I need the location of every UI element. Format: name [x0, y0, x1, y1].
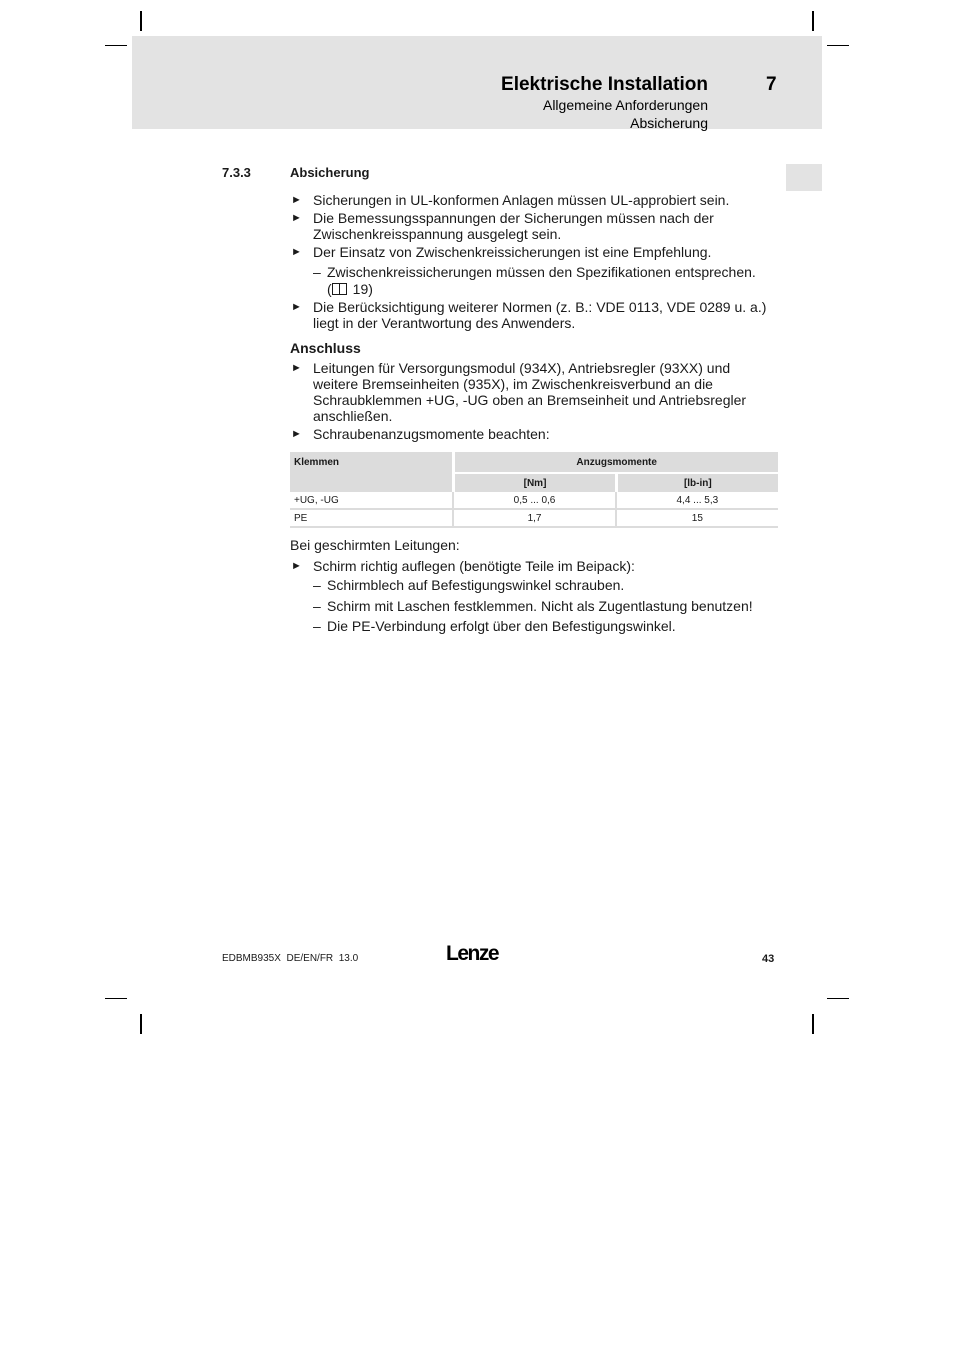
page-reference: ( 19): [327, 281, 373, 297]
list-item: Zwischenkreisspannung ausgelegt sein.: [313, 226, 562, 242]
list-item: Schraubenanzugsmomente beachten:: [313, 426, 550, 442]
crop-mark: [105, 998, 127, 999]
bullet-icon: ►: [291, 246, 302, 258]
header-band: [132, 36, 822, 129]
list-item: Schirm richtig auflegen (benötigte Teile im Beipack):: [313, 558, 635, 574]
document-id: EDBMB935X DE/EN/FR 13.0: [222, 953, 359, 964]
bullet-icon: ►: [291, 212, 302, 224]
table-cell: PE: [290, 510, 452, 528]
list-item: liegt in der Verantwortung des Anwenders.: [313, 315, 576, 331]
crop-mark: [140, 1014, 142, 1034]
list-item: Leitungen für Versorgungsmodul (934X), Antriebsregler (93XX) und: [313, 360, 731, 376]
list-item: Der Einsatz von Zwischenkreissicherungen ist eine Empfehlung.: [313, 244, 712, 260]
crop-mark: [812, 1014, 814, 1034]
crop-mark: [827, 998, 849, 999]
chapter-side-tab: [786, 164, 822, 191]
bullet-icon: ►: [291, 362, 302, 374]
chapter-number: 7: [766, 74, 777, 95]
table-cell: 4,4 ... 5,3: [615, 492, 778, 510]
table-row: [290, 492, 778, 510]
list-item: Sicherungen in UL-konformen Anlagen müssen UL-approbiert sein.: [313, 192, 730, 208]
section-title: Absicherung: [290, 165, 370, 180]
book-icon: [332, 283, 347, 295]
table-cell: 15: [615, 510, 778, 528]
table-header-anzugsmomente: Anzugsmomente: [452, 452, 778, 472]
bullet-icon: ►: [291, 194, 302, 206]
dash-icon: –: [313, 264, 321, 280]
list-item: Schraubklemmen +UG, -UG oben an Bremseinheit und Antriebsregler: [313, 392, 747, 408]
list-item: Die Berücksichtigung weiterer Normen (z. B.: VDE 0113, VDE 0289 u. a.): [313, 299, 767, 315]
paragraph: Bei geschirmten Leitungen:: [290, 537, 460, 553]
crop-mark: [812, 11, 814, 31]
list-item: anschließen.: [313, 408, 393, 424]
crop-mark: [827, 45, 849, 46]
section-number: 7.3.3: [222, 165, 251, 180]
table-cell: 1,7: [452, 510, 614, 528]
list-item: weitere Bremseinheiten (935X), im Zwischenkreisverbund an die: [313, 376, 713, 392]
bullet-icon: ►: [291, 301, 302, 313]
crop-mark: [140, 11, 142, 31]
chapter-title: Elektrische Installation: [501, 74, 708, 95]
chapter-subtitle: Absicherung: [630, 115, 708, 131]
table-header-klemmen: Klemmen: [290, 452, 452, 492]
dash-icon: –: [313, 577, 321, 593]
sub-list-item: Schirmblech auf Befestigungswinkel schrauben.: [327, 577, 625, 593]
sub-list-item: Die PE-Verbindung erfolgt über den Befestigungswinkel.: [327, 618, 676, 634]
dash-icon: –: [313, 598, 321, 614]
sub-list-item: Zwischenkreissicherungen müssen den Spezifikationen entsprechen.: [327, 264, 756, 280]
table-header-lbin: [lb-in]: [615, 472, 778, 492]
list-item: Die Bemessungsspannungen der Sicherungen müssen nach der: [313, 210, 714, 226]
subheading: Anschluss: [290, 340, 361, 356]
chapter-subtitle: Allgemeine Anforderungen: [542, 97, 708, 113]
sub-list-item: Schirm mit Laschen festklemmen. Nicht als Zugentlastung benutzen!: [327, 598, 753, 614]
torque-table: [290, 452, 778, 528]
table-cell: 0,5 ... 0,6: [452, 492, 614, 510]
page-number: 43: [762, 953, 775, 965]
table-cell: +UG, -UG: [290, 492, 452, 510]
table-header-nm: [Nm]: [452, 472, 614, 492]
crop-mark: [105, 45, 127, 46]
table-row: [290, 510, 778, 528]
lenze-logo: Lenze: [446, 942, 499, 965]
bullet-icon: ►: [291, 560, 302, 572]
bullet-icon: ►: [291, 428, 302, 440]
dash-icon: –: [313, 618, 321, 634]
